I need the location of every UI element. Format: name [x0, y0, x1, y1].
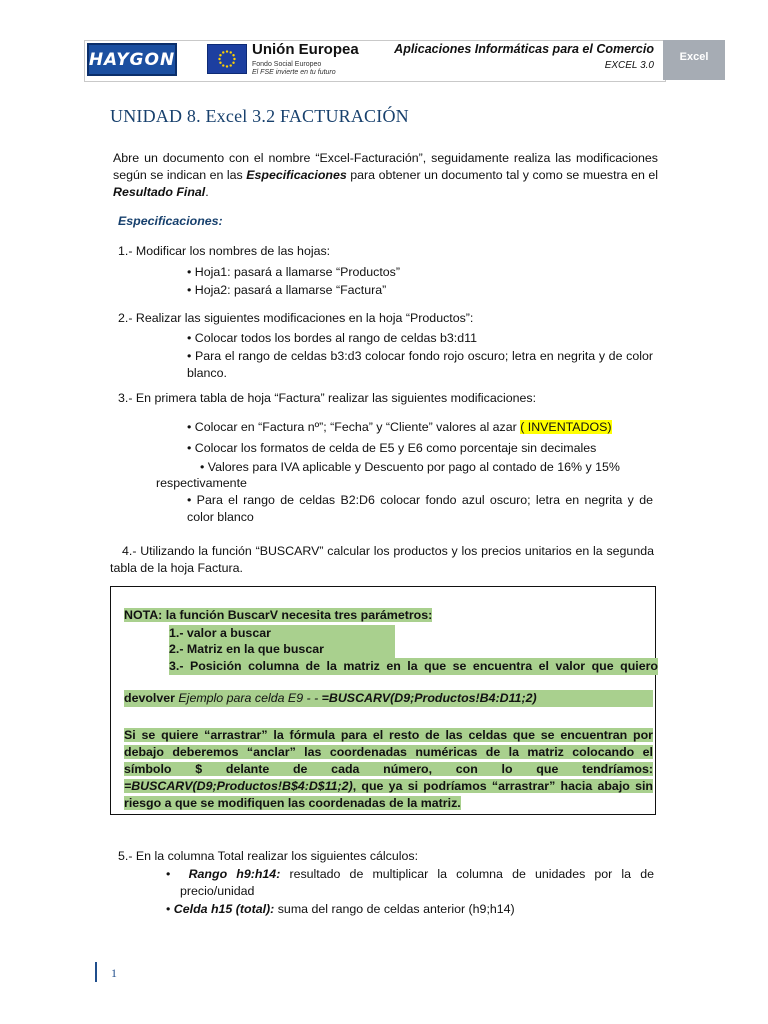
spec-2-item: • Para el rango de celdas b3:d3 colocar fondo rojo oscuro; letra en negrita y de color blanco. — [187, 349, 653, 380]
eu-title: Unión Europea — [252, 41, 359, 58]
course-version: EXCEL 3.0 — [604, 60, 654, 71]
spec-3-item-2: • Colocar los formatos de celda de E5 y E6 como porcentaje sin decimales — [187, 441, 597, 455]
spec-5-title: 5.- En la columna Total realizar los siguientes cálculos: — [118, 849, 419, 863]
spec-3-item-3-cont: respectivamente — [156, 476, 247, 490]
intro-bold-specs: Especificaciones — [246, 168, 347, 182]
nota-drag-text-2: , que ya si podríamos “arrastrar” hacia abajo sin riesgo a que se modifiquen las coordenadas de la matriz. — [124, 779, 653, 810]
spec-1-title: 1.- Modificar los nombres de las hojas: — [118, 244, 331, 258]
spec-3-item-1 — [187, 419, 612, 436]
spec-3-item-4: • Para el rango de celdas B2:D6 colocar fondo azul oscuro; letra en negrita y de color blanco — [187, 493, 653, 524]
invented-highlight: ( INVENTADOS) — [520, 420, 612, 434]
haygon-logo — [87, 43, 177, 76]
bullet: • — [166, 902, 174, 916]
spec-5-item-2-label: Celda h15 (total): — [173, 902, 275, 916]
bullet: • — [166, 867, 189, 881]
eu-flag-icon — [207, 44, 247, 74]
nota-drag-paragraph — [124, 727, 653, 812]
spec-5-item-1-text: resultado de multiplicar la columna de unidades por la de precio/unidad — [180, 867, 654, 898]
nota-heading — [124, 607, 432, 624]
intro-paragraph — [113, 150, 658, 201]
page-number: 1 — [111, 966, 117, 980]
logo-text: HAYGON — [88, 49, 176, 70]
nota-param — [169, 641, 395, 658]
spec-3-title: 3.- En primera tabla de hoja “Factura” realizar las siguientes modificaciones: — [118, 391, 537, 405]
intro-text-1: Abre un documento con el nombre “Excel-Facturación”, seguidamente realiza las modificaciones según se indican en las — [113, 151, 658, 182]
spec-2-item: • Colocar todos los bordes al rango de celdas b3:d11 — [187, 331, 477, 345]
spec-4-title: 4.- Utilizando la función “BUSCARV” calcular los productos y los precios unitarios en la segunda tabla de la hoja Factura. — [110, 544, 654, 575]
nota-param — [169, 625, 395, 642]
excel-tab-label: Excel — [679, 51, 709, 63]
spec-3-item-3: • Valores para IVA aplicable y Descuento por pago al contado de 16% y 15% — [200, 460, 620, 474]
intro-text-2: para obtener un documento tal y como se muestra en el — [346, 168, 658, 182]
spec-3-item-1-text: • Colocar en “Factura nº”; “Fecha” y “Cliente” valores al azar — [187, 420, 521, 434]
nota-example-label: Ejemplo para celda E9 - - — [178, 691, 322, 705]
intro-text-3: . — [205, 185, 209, 199]
nota-devolver: devolver — [124, 691, 175, 705]
nota-param-2: 2.- Matriz en la que buscar — [169, 641, 395, 658]
nota-drag-formula: =BUSCARV(D9;Productos!B$4:D$11;2) — [124, 779, 353, 793]
eu-fund: Fondo Social Europeo — [252, 61, 322, 68]
spec-5-item-1 — [166, 866, 654, 900]
nota-example-formula: =BUSCARV(D9;Productos!B4:D11;2) — [321, 691, 537, 705]
specs-heading: Especificaciones: — [118, 214, 223, 228]
spec-1-item: • Hoja1: pasará a llamarse “Productos” — [187, 265, 401, 279]
nota-example — [124, 690, 653, 707]
nota-param-3: 3.- Posición columna de la matriz en la que se encuentra el valor que quiero — [169, 659, 658, 673]
spec-2-title: 2.- Realizar las siguientes modificaciones en la hoja “Productos”: — [118, 311, 474, 325]
spec-1-item: • Hoja2: pasará a llamarse “Factura” — [187, 283, 387, 297]
nota-param — [169, 658, 658, 675]
spec-5-item-1-label: Rango h9:h14: — [188, 867, 281, 881]
unit-title: UNIDAD 8. Excel 3.2 FACTURACIÓN — [110, 106, 409, 126]
footer-bar — [95, 962, 97, 982]
spec-5-item-2-text: suma del rango de celdas anterior (h9;h14) — [274, 902, 515, 916]
spec-5-item-2 — [166, 901, 515, 918]
eu-slogan: El FSE invierte en tu futuro — [252, 69, 336, 76]
intro-bold-result: Resultado Final — [113, 185, 206, 199]
nota-drag-text-1: Si se quiere “arrastrar” la fórmula para el resto de las celdas que se encuentran por debajo deberemos “anclar” las coordenadas numéricas de la matriz colocando el símbolo $ delante de cada número, con lo que tendríamos: — [124, 728, 653, 776]
nota-heading-text: NOTA: la función BuscarV necesita tres parámetros: — [124, 608, 433, 622]
excel-tab — [663, 40, 725, 80]
nota-param-1: 1.- valor a buscar — [169, 625, 395, 642]
course-title: Aplicaciones Informáticas para el Comercio — [394, 42, 654, 56]
